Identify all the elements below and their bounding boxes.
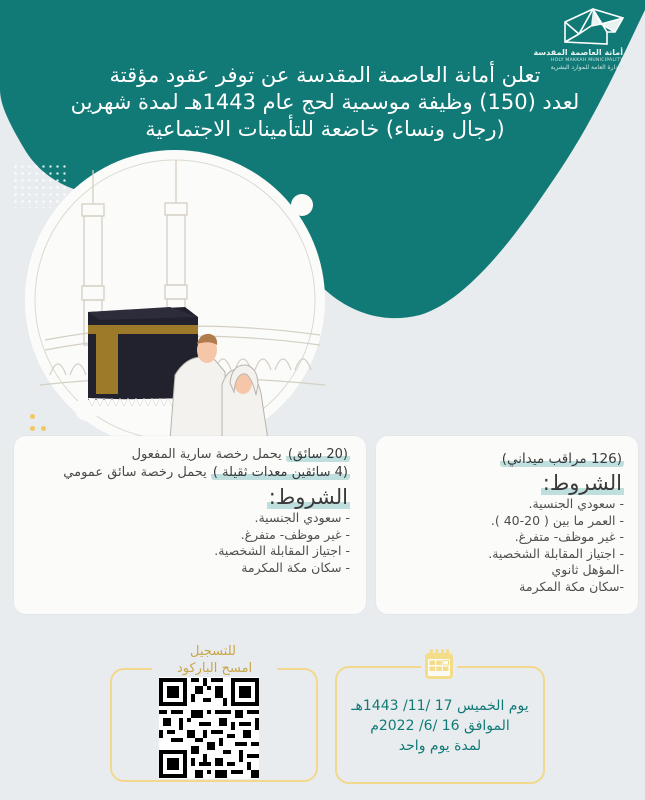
condition-item: - سكان مكة المكرمة — [241, 559, 350, 575]
drivers-conditions-list — [24, 510, 350, 576]
condition-item: -سكان مكة المكرمة — [519, 578, 624, 594]
condition-item: - سعودي الجنسية. — [528, 496, 624, 511]
logo-name-ar: أمانة العاصمة المقدسة — [533, 48, 623, 57]
headline-line-2: لعدد (150) وظيفة موسمية لحج عام 1443هـ لمدة شهرين — [70, 90, 580, 114]
condition-item: - العمر ما بين ( 20-40 ). — [490, 512, 624, 528]
condition-item: - غير موظف- متفرغ. — [240, 526, 350, 542]
condition-item: - غير موظف- متفرغ. — [514, 529, 624, 544]
drivers-row — [24, 446, 350, 464]
inspectors-count-highlight: (126 مراقب ميداني) — [501, 451, 622, 467]
drivers-job-card — [14, 436, 366, 614]
municipality-logo — [481, 6, 631, 71]
drivers-conditions-title: الشروط: — [268, 485, 348, 509]
hijri-date: يوم الخميس 17 /11/ 1443هـ — [351, 698, 529, 714]
condition-item: - اجتياز المقابلة الشخصية. — [488, 545, 624, 561]
logo-name-en: HOLY MAKKAH MUNICIPALITY — [550, 58, 623, 63]
duration: لمدة يوم واحد — [398, 738, 482, 754]
condition-item: -المؤهل ثانوي — [551, 562, 624, 577]
gregorian-date: الموافق 16 /6/ 2022م — [370, 718, 510, 734]
heavy-drivers-requirement: يحمل رخصة سائق عمومي — [63, 465, 211, 480]
calendar-icon — [424, 648, 454, 680]
inspectors-conditions-list — [386, 496, 624, 595]
inspectors-job-card — [376, 436, 638, 614]
logo-department: الإدارة العامة للموارد البشرية — [550, 64, 623, 71]
headline-line-1: تعلن أمانة العاصمة المقدسة عن توفر عقود مؤقتة — [109, 63, 541, 87]
condition-item: - اجتياز المقابلة الشخصية. — [214, 543, 350, 558]
calendar-icon-wrap — [421, 648, 457, 682]
event-date-text — [337, 696, 543, 756]
drivers-count-highlight: (20 سائق) — [287, 447, 348, 462]
scan-barcode-label: امسح الباركود — [152, 660, 277, 678]
heavy-drivers-count-highlight: (4 سائقين معدات ثقيلة ) — [212, 465, 348, 480]
kaaba-pilgrims-illustration — [0, 140, 330, 440]
qr-code-icon[interactable] — [159, 677, 259, 779]
heavy-drivers-row — [24, 464, 350, 482]
triangular-mesh-logo-icon — [563, 6, 625, 46]
decorative-gold-dots — [27, 412, 52, 437]
headline-line-3: (رجال ونساء) خاضعة للتأمينات الاجتماعية — [145, 117, 505, 141]
registration-label: للتسجيل — [190, 644, 236, 659]
announcement-headline — [40, 62, 610, 143]
inspectors-conditions-title: الشروط: — [542, 471, 622, 495]
condition-item: - سعودي الجنسية. — [254, 510, 350, 525]
drivers-requirement: يحمل رخصة سارية المفعول — [131, 447, 286, 462]
inspectors-row — [386, 450, 624, 468]
